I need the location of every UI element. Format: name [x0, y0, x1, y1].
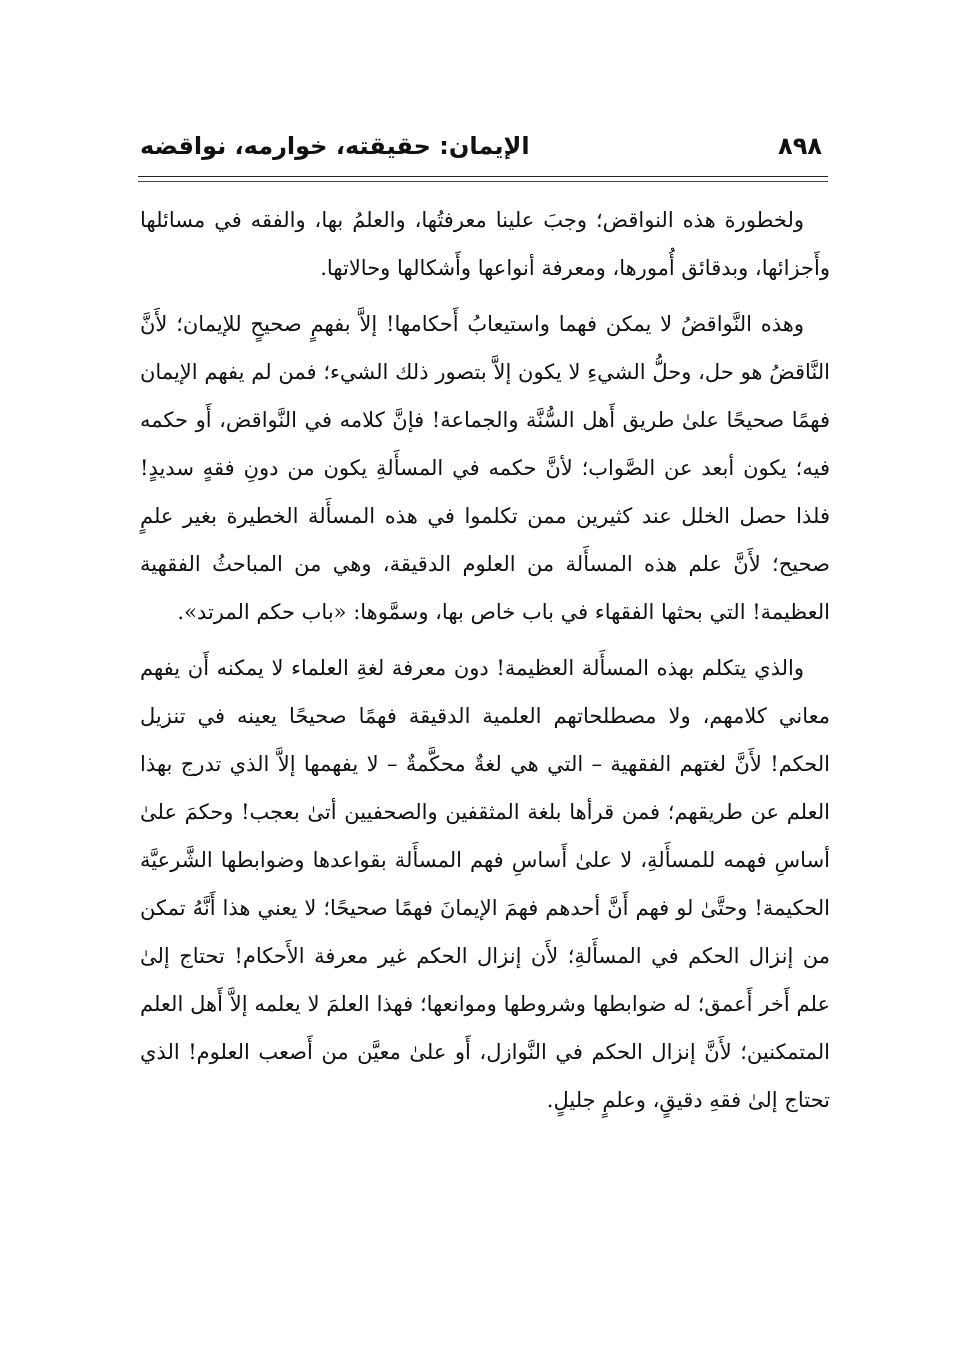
running-header-title: الإيمان: حقيقته، خوارمه، نواقضه	[140, 132, 530, 160]
header-divider	[138, 176, 828, 177]
page-number: ٨٩٨	[778, 132, 822, 160]
page-header	[140, 128, 830, 168]
body-text	[140, 196, 830, 1124]
paragraph-1: ولخطورة هذه النواقض؛ وجبَ علينا معرفتُها، والعلمُ بها، والفقه في مسائلها وأَجزائها، وبدقائق أُمورها، ومعرفة أنواعها وأَشكالها وحالاتها.	[140, 208, 830, 280]
paragraph-3: والذي يتكلم بهذه المسأَلة العظيمة! دون معرفة لغةِ العلماء لا يمكنه أَن يفهم معاني كلامهم، ولا مصطلحاتهم العلمية الدقيقة فهمًا صحيحًا يعينه في تنزيل الحكم! لأَنَّ لغتهم الفقهية – التي هي لغةٌ محكَّمةٌ – لا يفهمها إلاَّ الذي تدرج بهذا العلم عن طريقهم؛ فمن قرأها بلغة المثقفين والصحفيين أتىٰ بعجب! وحكمَ علىٰ أساسِ فهمه للمسأَلةِ، لا علىٰ أَساسِ فهم المسأَلة بقواعدها وضوابطها الشَّرعيَّة الحكيمة! وحتَّىٰ لو فهم أَنَّ أحدهم فهمَ الإيمانَ فهمًا صحيحًا؛ لا يعني هذا أَنَّهُ تمكن من إنزال الحكم في المسأَلةِ؛ لأَن إنزال الحكم غير معرفة الأَحكام! تحتاج إلىٰ علم أَخر أَعمق؛ له ضوابطها وشروطها وموانعها؛ فهذا العلمَ لا يعلمه إلاَّ أَهل العلم المتمكنين؛ لأَنَّ إنزال الحكم في النَّوازل، أَو علىٰ معيَّن من أَصعب العلوم! الذي تحتاج إلىٰ فقهِ دقيقٍ، وعلمٍ جليلٍ.	[140, 656, 830, 1112]
header-divider-secondary	[138, 181, 828, 182]
paragraph-2: وهذه النَّواقضُ لا يمكن فهما واستيعابُ أَحكامها! إلاَّ بفهمٍ صحيحٍ للإيمان؛ لأَنَّ النَّاقضُ هو حل، وحلُّ الشيءِ لا يكون إلاَّ بتصور ذلك الشيء؛ فمن لم يفهم الإيمان فهمًا صحيحًا علىٰ طريق أَهل السُّنَّة والجماعة! فإنَّ كلامه في النَّواقض، أَو حكمه فيه؛ يكون أبعد عن الصَّواب؛ لأنَّ حكمه في المسأَلةِ يكون من دونِ فقهٍ سديدٍ! فلذا حصل الخلل عند كثيرين ممن تكلموا في هذه المسأَلة الخطيرة بغير علمٍ صحيح؛ لأَنَّ علم هذه المسأَلة من العلوم الدقيقة، وهي من المباحثُ الفقهية العظيمة! التي بحثها الفقهاء في باب خاص بها، وسمَّوها: «باب حكم المرتد».	[140, 312, 830, 624]
